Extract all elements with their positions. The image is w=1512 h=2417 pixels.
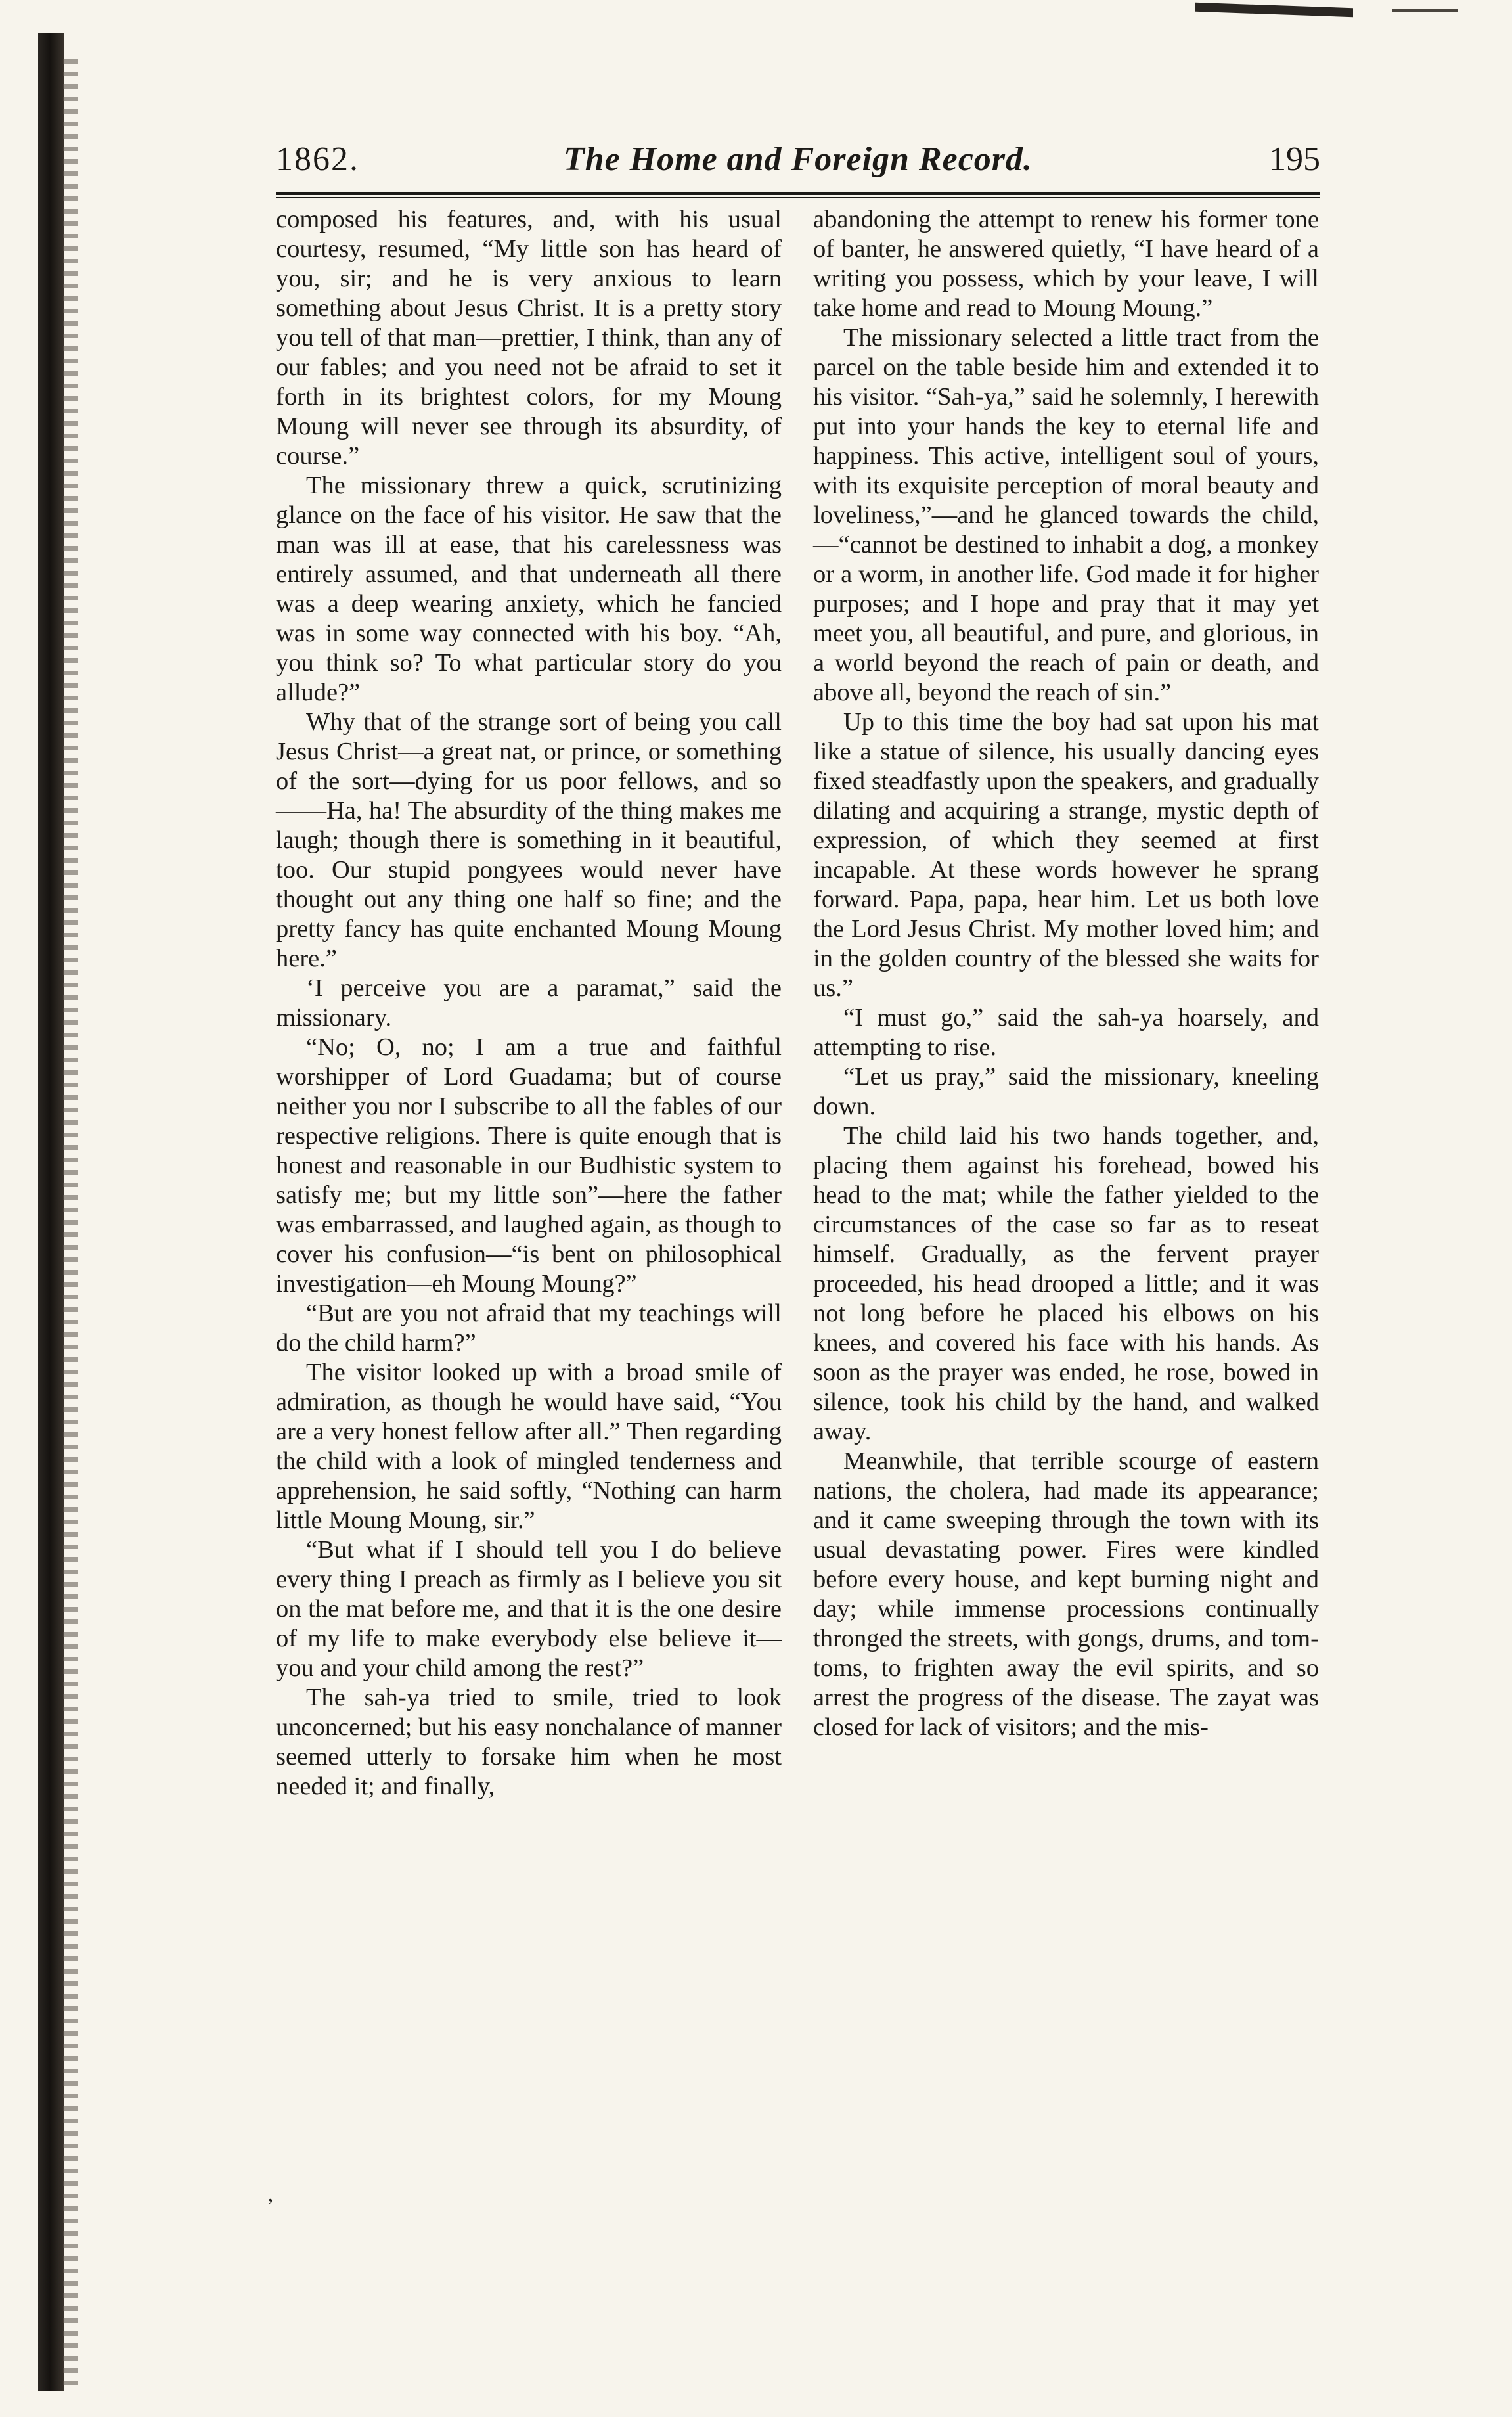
- paragraph: “I must go,” said the sah-ya hoarsely, and attempting to rise.: [813, 1004, 1319, 1061]
- paragraph: Why that of the strange sort of being you call Jesus Christ—a great nat, or prince, or something of the sort—dying for us poor fellows, and so ——Ha, ha! The absurdity of the thing makes me laugh; though there is something in it beautiful, too. Our stupid pongyees would never have thought out any thing one half so fine; and the pretty fancy has quite enchanted Moung Moung here.”: [276, 708, 782, 972]
- paragraph: The missionary threw a quick, scrutinizing glance on the face of his visitor. He saw that the man was ill at ease, that his carelessness was entirely assumed, and that underneath all there was a deep wearing anxiety, which he fancied was in some way connected with his boy. “Ah, you think so? To what particular story do you allude?”: [276, 472, 782, 706]
- page-gutter-fringe: [63, 59, 78, 2385]
- header-rule: [276, 192, 1320, 195]
- header-rule-thin: [276, 197, 1320, 198]
- paragraph: “But what if I should tell you I do believe every thing I preach as firmly as I believe you sit on the mat before me, and that it is the one desire of my life to make everybody else believe it—you and your child among the rest?”: [276, 1536, 782, 1682]
- journal-title: The Home and Foreign Record.: [563, 141, 1033, 178]
- scan-corner-mark-small: [1392, 9, 1458, 12]
- stray-mark: ’: [267, 2194, 275, 2219]
- page-number: 195: [1269, 141, 1320, 178]
- paragraph: Up to this time the boy had sat upon his mat like a statue of silence, his usually dancing eyes fixed steadfastly upon the speakers, and gradually dilating and acquiring a strange, mystic depth of expression, of which they seemed at first incapable. At these words however he sprang forward. Papa, papa, hear him. Let us both love the Lord Jesus Christ. My mother loved him; and in the golden country of the blessed she waits for us.”: [813, 708, 1319, 1002]
- running-header: [276, 137, 1320, 196]
- scan-corner-mark: [1195, 3, 1353, 17]
- paragraph: abandoning the attempt to renew his former tone of banter, he answered quietly, “I have heard of a writing you possess, which by your leave, I will take home and read to Moung Moung.”: [813, 206, 1319, 322]
- paragraph: “Let us pray,” said the missionary, kneeling down.: [813, 1063, 1319, 1120]
- right-column: [813, 205, 1319, 1742]
- paragraph: The visitor looked up with a broad smile of admiration, as though he would have said, “You are a very honest fellow after all.” Then regarding the child with a look of mingled tenderness and apprehension, he said softly, “Nothing can harm little Moung Moung, sir.”: [276, 1359, 782, 1534]
- header-year: 1862.: [276, 141, 359, 178]
- paragraph: Meanwhile, that terrible scourge of eastern nations, the cholera, had made its appearance; and it came sweeping through the town with its usual devastating power. Fires were kindled before every house, and kept burning night and day; while immense processions continually thronged the streets, with gongs, drums, and tom-toms, to frighten away the evil spirits, and so arrest the progress of the disease. The zayat was closed for lack of visitors; and the mis-: [813, 1447, 1319, 1741]
- paragraph: ‘I perceive you are a paramat,” said the missionary.: [276, 974, 782, 1031]
- left-column: [276, 205, 782, 1801]
- paragraph: “But are you not afraid that my teachings will do the child harm?”: [276, 1299, 782, 1357]
- book-spine-shadow: [38, 33, 64, 2391]
- paragraph: “No; O, no; I am a true and faithful worshipper of Lord Guadama; but of course neither you nor I subscribe to all the fables of our respective religions. There is quite enough that is honest and reasonable in our Budhistic system to satisfy me; but my little son”—here the father was embarrassed, and laughed again, as though to cover his confusion—“is bent on philosophical investigation—eh Moung Moung?”: [276, 1033, 782, 1298]
- paragraph: The missionary selected a little tract from the parcel on the table beside him and extended it to his visitor. “Sah-ya,” said he solemnly, I herewith put into your hands the key to eternal life and happiness. This active, intelligent soul of yours, with its exquisite perception of moral beauty and loveliness,”—and he glanced towards the child,—“cannot be destined to inhabit a dog, a monkey or a worm, in another life. God made it for higher purposes; and I hope and pray that it may yet meet you, all beautiful, and pure, and glorious, in a world beyond the reach of pain or death, and above all, beyond the reach of sin.”: [813, 324, 1319, 706]
- paragraph: composed his features, and, with his usual courtesy, resumed, “My little son has heard of you, sir; and he is very anxious to learn something about Jesus Christ. It is a pretty story you tell of that man—prettier, I think, than any of our fables; and you need not be afraid to set it forth in its brightest colors, for my Moung Moung will never see through its absurdity, of course.”: [276, 206, 782, 470]
- paragraph: The child laid his two hands together, and, placing them against his forehead, bowed his head to the mat; while the father yielded to the circumstances of the case so far as to reseat himself. Gradually, as the fervent prayer proceeded, his head drooped a little; and it was not long before he placed his elbows on his knees, and covered his face with his hands. As soon as the prayer was ended, he rose, bowed in silence, took his child by the hand, and walked away.: [813, 1122, 1319, 1445]
- paragraph: The sah-ya tried to smile, tried to look unconcerned; but his easy nonchalance of manner seemed utterly to forsake him when he most needed it; and finally,: [276, 1684, 782, 1800]
